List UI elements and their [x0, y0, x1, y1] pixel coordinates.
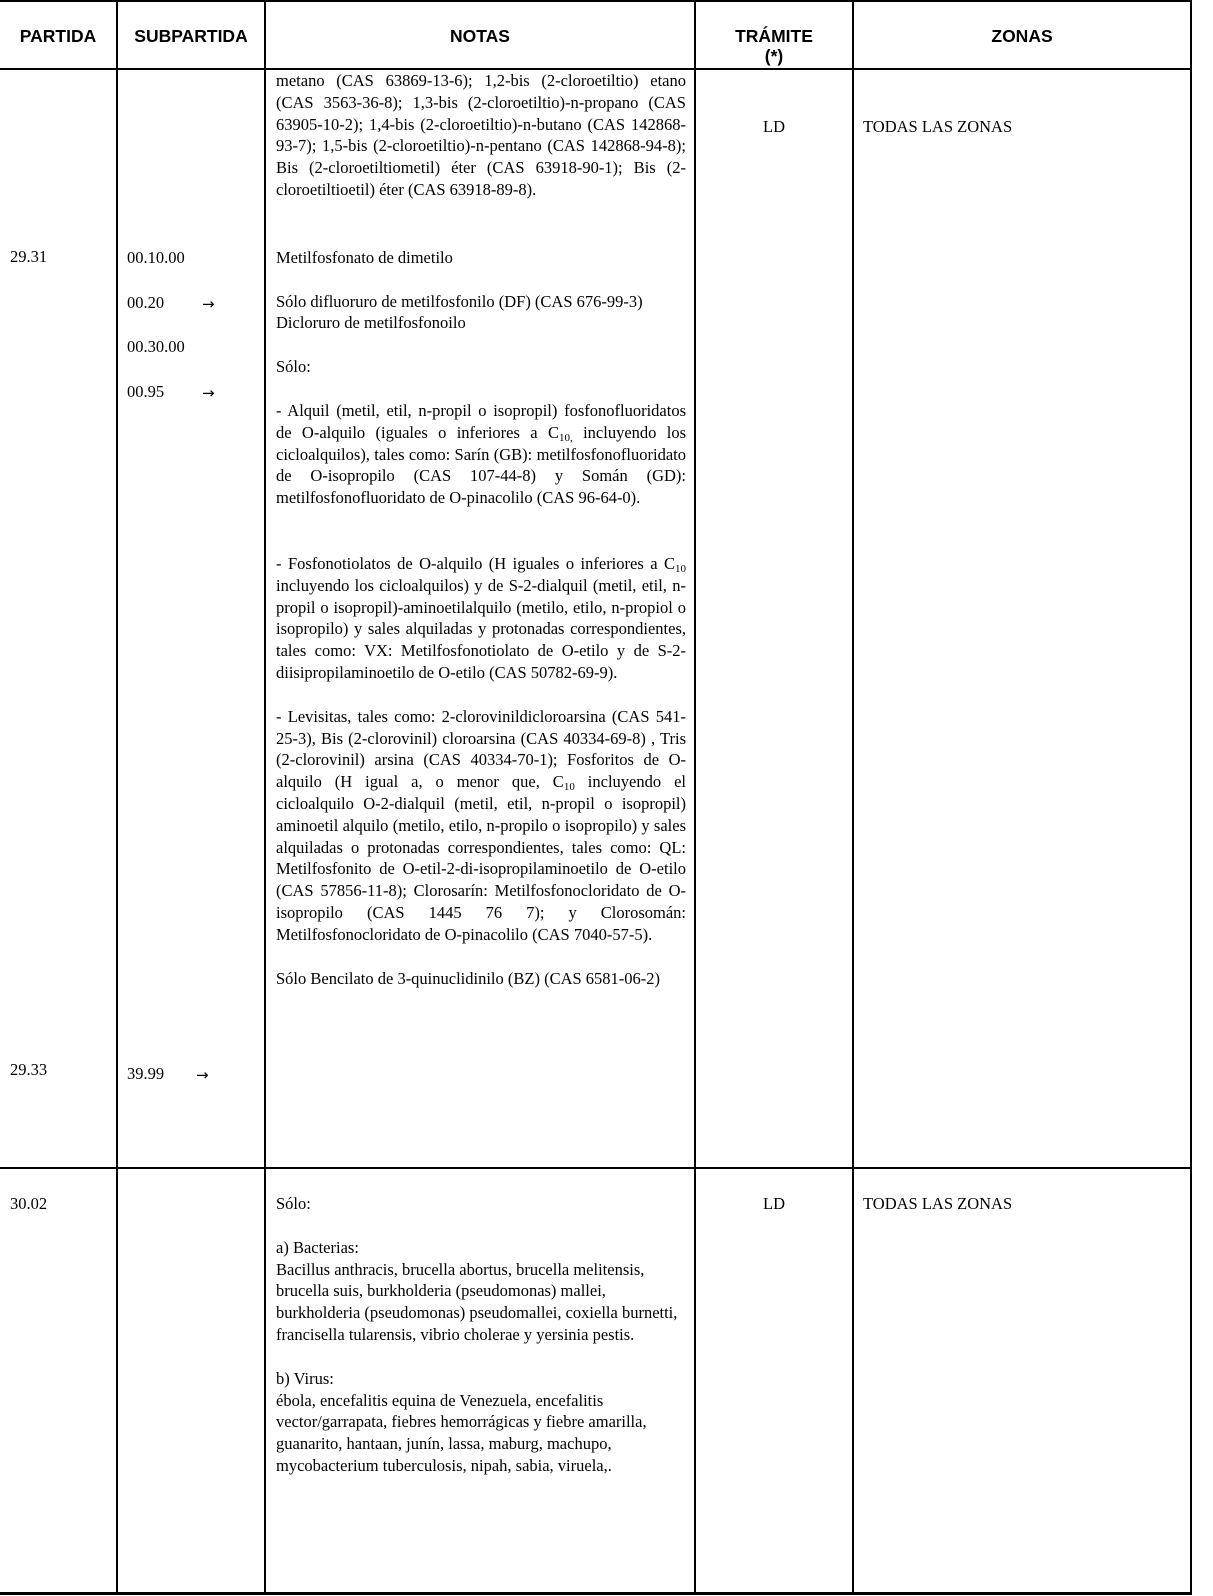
- header-notas: NOTAS: [450, 26, 510, 46]
- note-subscript: 10: [675, 562, 686, 575]
- note-line: Sólo difluoruro de metilfosfonilo (DF) (CAS 676-99-3): [276, 291, 643, 311]
- subpartida-code: 00.30.00: [127, 337, 185, 356]
- note-text: incluyendo el cicloalquilo O-2-dialquil (metil, etil, n-propil o isopropil) aminoetil alquilo (metilo, etilo, n-propilo o isopropilo) y sales alquiladas o protonadas correspondientes, tales como: QL: Metilfosfonito de O-etil-2-di-isopropilaminoetilo de O-etilo (CAS 57856-11-8); Clorosarín: Metilfosfonocloridato de O-isopropilo (CAS 1445 76 7); y Clorosomán: Metilfosfonocloridato de O-pinacolilo (CAS 7040-57-5).: [276, 772, 686, 944]
- note-text: incluyendo los cicloalquilos), tales como: Sarín (GB): metilfosfonofluoridato de O-isopropilo (CAS 107-44-8) y Somán (GD): metilfosfonofluoridato de O-pinacolilo (CAS 96-64-0).: [276, 422, 686, 508]
- header-tramite: [696, 26, 852, 66]
- note-paragraph: [276, 553, 686, 684]
- subpartida-code: 39.99: [127, 1064, 165, 1083]
- note-line: Sólo:: [276, 1194, 311, 1213]
- header-tramite-line1: TRÁMITE: [735, 26, 813, 46]
- partida-code: 29.31: [10, 247, 48, 266]
- note-paragraph: [276, 706, 686, 946]
- column-divider: [852, 2, 854, 1592]
- subpartida-code: 00.20: [127, 293, 165, 312]
- notes-block-2: [276, 1193, 686, 1477]
- arrow-icon: →: [202, 295, 215, 313]
- note-text: incluyendo los cicloalquilos) y de S-2-dialquil (metil, etil, n-propil o isopropil)-aminoetilalquilo (metilo, etilo, n-propiol o isopropilo) y sales alquiladas y protonadas correspondientes, tales como: VX: Metilfosfonotiolato de O-etilo y de S-2-diisipropilaminoetilo de O-etilo (CAS 50782-69-9).: [276, 575, 686, 682]
- table-bottom-rule: [0, 1592, 1192, 1595]
- note-text: - Alquil (metil, etil, n-propil o isopropil) fosfonofluoridatos de O-alquilo (iguales o inferiores a C: [276, 400, 686, 442]
- note-line: Sólo:: [276, 357, 311, 377]
- header-zonas: ZONAS: [991, 26, 1053, 46]
- note-text: - Fosfonotiolatos de O-alquilo (H iguales o inferiores a C: [276, 553, 675, 573]
- note-intro: metano (CAS 63869-13-6); 1,2-bis (2-cloroetiltio) etano (CAS 3563-36-8); 1,3-bis (2-cloroetiltio)-n-propano (CAS 63905-10-2); 1,4-bis (2-cloroetiltio)-n-butano (CAS 142868-93-7); 1,5-bis (2-cloroetiltio)-n-pentano (CAS 142868-94-8); Bis (2-cloroetiltiometil) éter (CAS 63918-90-1); Bis (2-cloroetiltioetil) éter (CAS 63918-89-8).: [276, 71, 686, 199]
- partida-code: 29.33: [10, 1060, 48, 1079]
- note-line: Dicloruro de metilfosfonoilo: [276, 313, 466, 333]
- subpartida-code: 00.95: [127, 382, 165, 401]
- header-tramite-line2: (*): [764, 46, 784, 66]
- column-divider: [264, 2, 266, 1592]
- zona-value: TODAS LAS ZONAS: [863, 117, 1013, 136]
- subpartida-code: 00.10.00: [127, 248, 185, 267]
- note-subheading: a) Bacterias:: [276, 1237, 359, 1257]
- note-subheading: b) Virus:: [276, 1368, 334, 1388]
- zona-value: TODAS LAS ZONAS: [863, 1194, 1013, 1213]
- arrow-icon: →: [196, 1066, 209, 1084]
- note-paragraph: ébola, encefalitis equina de Venezuela, encefalitis vector/garrapata, fiebres hemorrágicas y fiebre amarilla, guanarito, hantaan, junín, lassa, maburg, machupo, mycobacterium tuberculosis, nipah, sabia, viruela,.: [276, 1390, 647, 1475]
- column-divider: [116, 2, 118, 1592]
- note-paragraph: Sólo Bencilato de 3-quinuclidinilo (BZ) (CAS 6581-06-2): [276, 968, 661, 988]
- header-partida: PARTIDA: [19, 26, 97, 46]
- note-paragraph: [276, 400, 686, 509]
- tramite-value: LD: [763, 117, 785, 136]
- tramite-value: LD: [763, 1194, 785, 1213]
- note-subscript: 10,: [558, 431, 573, 444]
- row-divider: [0, 1167, 1192, 1169]
- column-divider: [1190, 2, 1192, 1592]
- note-line: Metilfosfonato de dimetilo: [276, 247, 453, 267]
- note-paragraph: Bacillus anthracis, brucella abortus, brucella melitensis, brucella suis, burkholderia (pseudomonas) mallei, burkholderia (pseudomonas) pseudomallei, coxiella burnetti, francisella tularensis, vibrio cholerae y yersinia pestis.: [276, 1259, 678, 1344]
- table-top-rule: [0, 0, 1192, 2]
- notes-block-1: [276, 70, 686, 989]
- header-subpartida: SUBPARTIDA: [134, 26, 248, 46]
- partida-code: 30.02: [10, 1194, 48, 1213]
- note-subscript: 10: [563, 781, 575, 794]
- note-text: - Levisitas, tales como: 2-clorovinildicloroarsina (CAS 541-25-3), Bis (2-clorovinil) cloroarsina (CAS 40334-69-8) , Tris (2-clorovinil) arsina (CAS 40334-70-1); Fosforitos de O-alquilo (H igual a, o menor que, C: [276, 706, 686, 792]
- column-divider: [694, 2, 696, 1592]
- arrow-icon: →: [202, 384, 215, 402]
